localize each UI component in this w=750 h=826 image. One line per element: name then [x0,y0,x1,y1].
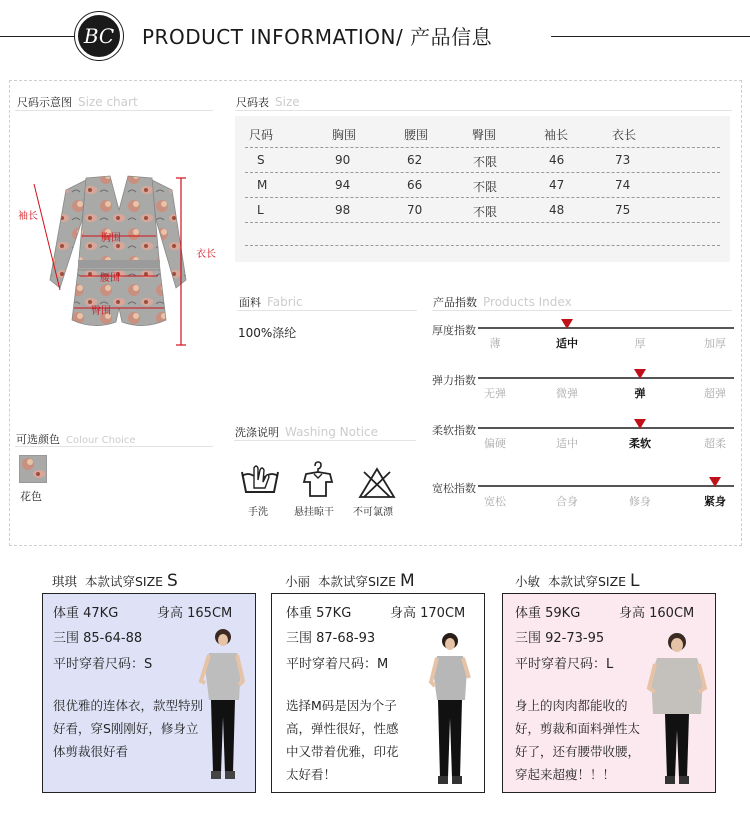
model-description: 身上的肉肉都能收的好，剪裁和面料弹性太好了，还有腰带收腰，穿起来超瘦！！！ [515,698,641,782]
index-option: 合身 [556,495,578,508]
label-sleeve: 袖长 [18,211,38,222]
model-measure: 三围 87-68-93 [286,631,376,646]
header-rule-right [551,36,750,37]
index-option: 适中 [556,337,578,350]
model-name: 琪琪 [52,574,78,589]
model-photo-1 [195,625,250,787]
index-option: 偏硬 [484,437,506,450]
index-option: 加厚 [704,337,726,350]
index-label: 厚度指数 [432,324,476,337]
index-scale-line [478,377,734,379]
table-row [247,149,719,173]
cell-waist: 70 [407,203,423,217]
cell-bust: 98 [335,203,351,217]
fabric-value: 100%涤纶 [238,326,297,340]
cell-size: M [257,178,268,192]
index-label: 宽松指数 [432,482,476,495]
header-size: 尺码 [249,128,274,142]
model-title-3 [515,571,640,591]
model-try-text: 本款试穿SIZE [317,574,397,589]
size-table-title [236,94,300,110]
index-option: 无弹 [484,387,506,400]
cell-size: L [257,203,264,217]
fabric-title-en: Fabric [267,295,303,309]
colour-title [16,431,136,447]
model-description: 很优雅的连体衣，款型特别好看，穿S刚刚好，修身立体剪裁很好看 [53,698,204,759]
page-title: PRODUCT INFORMATION/ 产品信息 [142,25,493,49]
fabric-rule [237,310,417,311]
model-photo-2 [425,630,475,790]
model-photo-3 [645,630,710,790]
hang-dry-icon [298,460,338,500]
colour-swatch-label: 花色 [20,490,42,503]
model-weight: 体重 59KG [515,606,581,621]
index-option: 厚 [634,337,646,350]
model-try-text: 本款试穿SIZE [547,574,627,589]
size-chart-title-en: Size chart [78,95,138,109]
cell-hip: 不限 [473,180,498,194]
index-option: 超弹 [704,387,726,400]
cell-bust: 90 [335,153,351,167]
row-divider [245,245,720,246]
model-height: 身高 170CM [390,606,466,621]
label-waist: 腰围 [100,273,120,284]
product-index-title [433,294,572,310]
cell-sleeve: 48 [549,203,565,217]
size-chart-rule [15,110,213,111]
cell-length: 75 [615,203,631,217]
colour-title-cn: 可选颜色 [16,433,60,446]
index-marker [709,477,721,487]
index-marker [634,419,646,429]
row-divider [245,147,720,148]
colour-rule [15,446,213,447]
washing-title-en: Washing Notice [285,425,379,439]
label-length: 衣长 [196,249,216,260]
model-weight: 体重 57KG [286,606,352,621]
hand-wash-label: 手洗 [248,507,268,518]
header-length: 衣长 [612,128,637,142]
index-label: 弹力指数 [432,374,476,387]
cell-hip: 不限 [473,155,498,169]
size-chart-title-cn: 尺码示意图 [17,96,72,109]
no-bleach-label: 不可氯漂 [353,507,393,518]
cell-waist: 62 [407,153,423,167]
washing-title-cn: 洗涤说明 [235,426,279,439]
model-name: 小敏 [515,574,541,589]
washing-title [235,424,378,440]
size-table-rule [235,110,732,111]
index-option: 紧身 [704,495,726,508]
model-description: 选择M码是因为个子高，弹性很好，性感中又带着优雅，印花太好看！ [286,698,399,782]
product-index-rule [432,310,732,311]
index-option: 适中 [556,437,578,450]
model-size: L [630,571,640,591]
row-divider [245,197,720,198]
label-bust: 胸围 [101,233,121,244]
index-option: 薄 [489,337,501,350]
garment-illustration [14,170,224,355]
header-sleeve: 袖长 [544,128,569,142]
index-marker [634,369,646,379]
cell-sleeve: 46 [549,153,565,167]
model-usual-size: 平时穿着尺码：S [53,657,153,672]
index-option: 柔软 [629,437,651,450]
model-title-1 [52,571,178,591]
row-divider [245,172,720,173]
model-size: S [167,571,178,591]
model-usual-size: 平时穿着尺码：L [515,657,614,672]
header-hip: 臀围 [472,128,497,142]
index-scale-line [478,427,734,429]
header-bust: 胸围 [332,128,357,142]
index-scale-line [478,485,734,487]
index-label: 柔软指数 [432,424,476,437]
model-height: 身高 160CM [619,606,695,621]
fabric-title [239,294,303,310]
header-waist: 腰围 [404,128,429,142]
product-index-title-cn: 产品指数 [433,296,477,309]
model-height: 身高 165CM [157,606,233,621]
no-bleach-icon [357,466,397,500]
index-option: 宽松 [484,495,506,508]
hand-wash-icon [238,462,282,498]
colour-swatch-floral[interactable] [19,455,47,483]
size-chart-title [17,94,138,110]
size-table-header [247,122,719,146]
model-title-2 [285,571,415,591]
washing-rule [234,440,416,441]
index-scale-line [478,327,734,329]
cell-size: S [257,153,265,167]
index-option: 超柔 [704,437,726,450]
table-row [247,174,719,198]
model-try-text: 本款试穿SIZE [84,574,164,589]
cell-length: 73 [615,153,631,167]
cell-sleeve: 47 [549,178,565,192]
cell-bust: 94 [335,178,351,192]
brand-logo [75,12,123,60]
index-option: 弹 [634,387,646,400]
hang-dry-label: 悬挂晾干 [294,507,334,518]
model-name: 小丽 [285,574,311,589]
model-usual-size: 平时穿着尺码：M [286,657,389,672]
table-row [247,199,719,223]
size-table-title-en: Size [275,95,300,109]
cell-waist: 66 [407,178,423,192]
model-measure: 三围 85-64-88 [53,631,143,646]
header-rule-left [0,36,82,37]
index-option: 修身 [629,495,651,508]
logo-text: BC [83,24,115,48]
colour-title-en: Colour Choice [66,435,136,446]
cell-length: 74 [615,178,631,192]
model-measure: 三围 92-73-95 [515,631,605,646]
index-marker [561,319,573,329]
product-index-title-en: Products Index [483,295,572,309]
model-size: M [400,571,415,591]
row-divider [245,222,720,223]
index-option: 微弹 [556,387,578,400]
label-hip: 臀围 [91,306,111,317]
size-table-title-cn: 尺码表 [236,96,269,109]
cell-hip: 不限 [473,205,498,219]
model-weight: 体重 47KG [53,606,119,621]
fabric-title-cn: 面料 [239,296,261,309]
size-table [235,116,730,262]
